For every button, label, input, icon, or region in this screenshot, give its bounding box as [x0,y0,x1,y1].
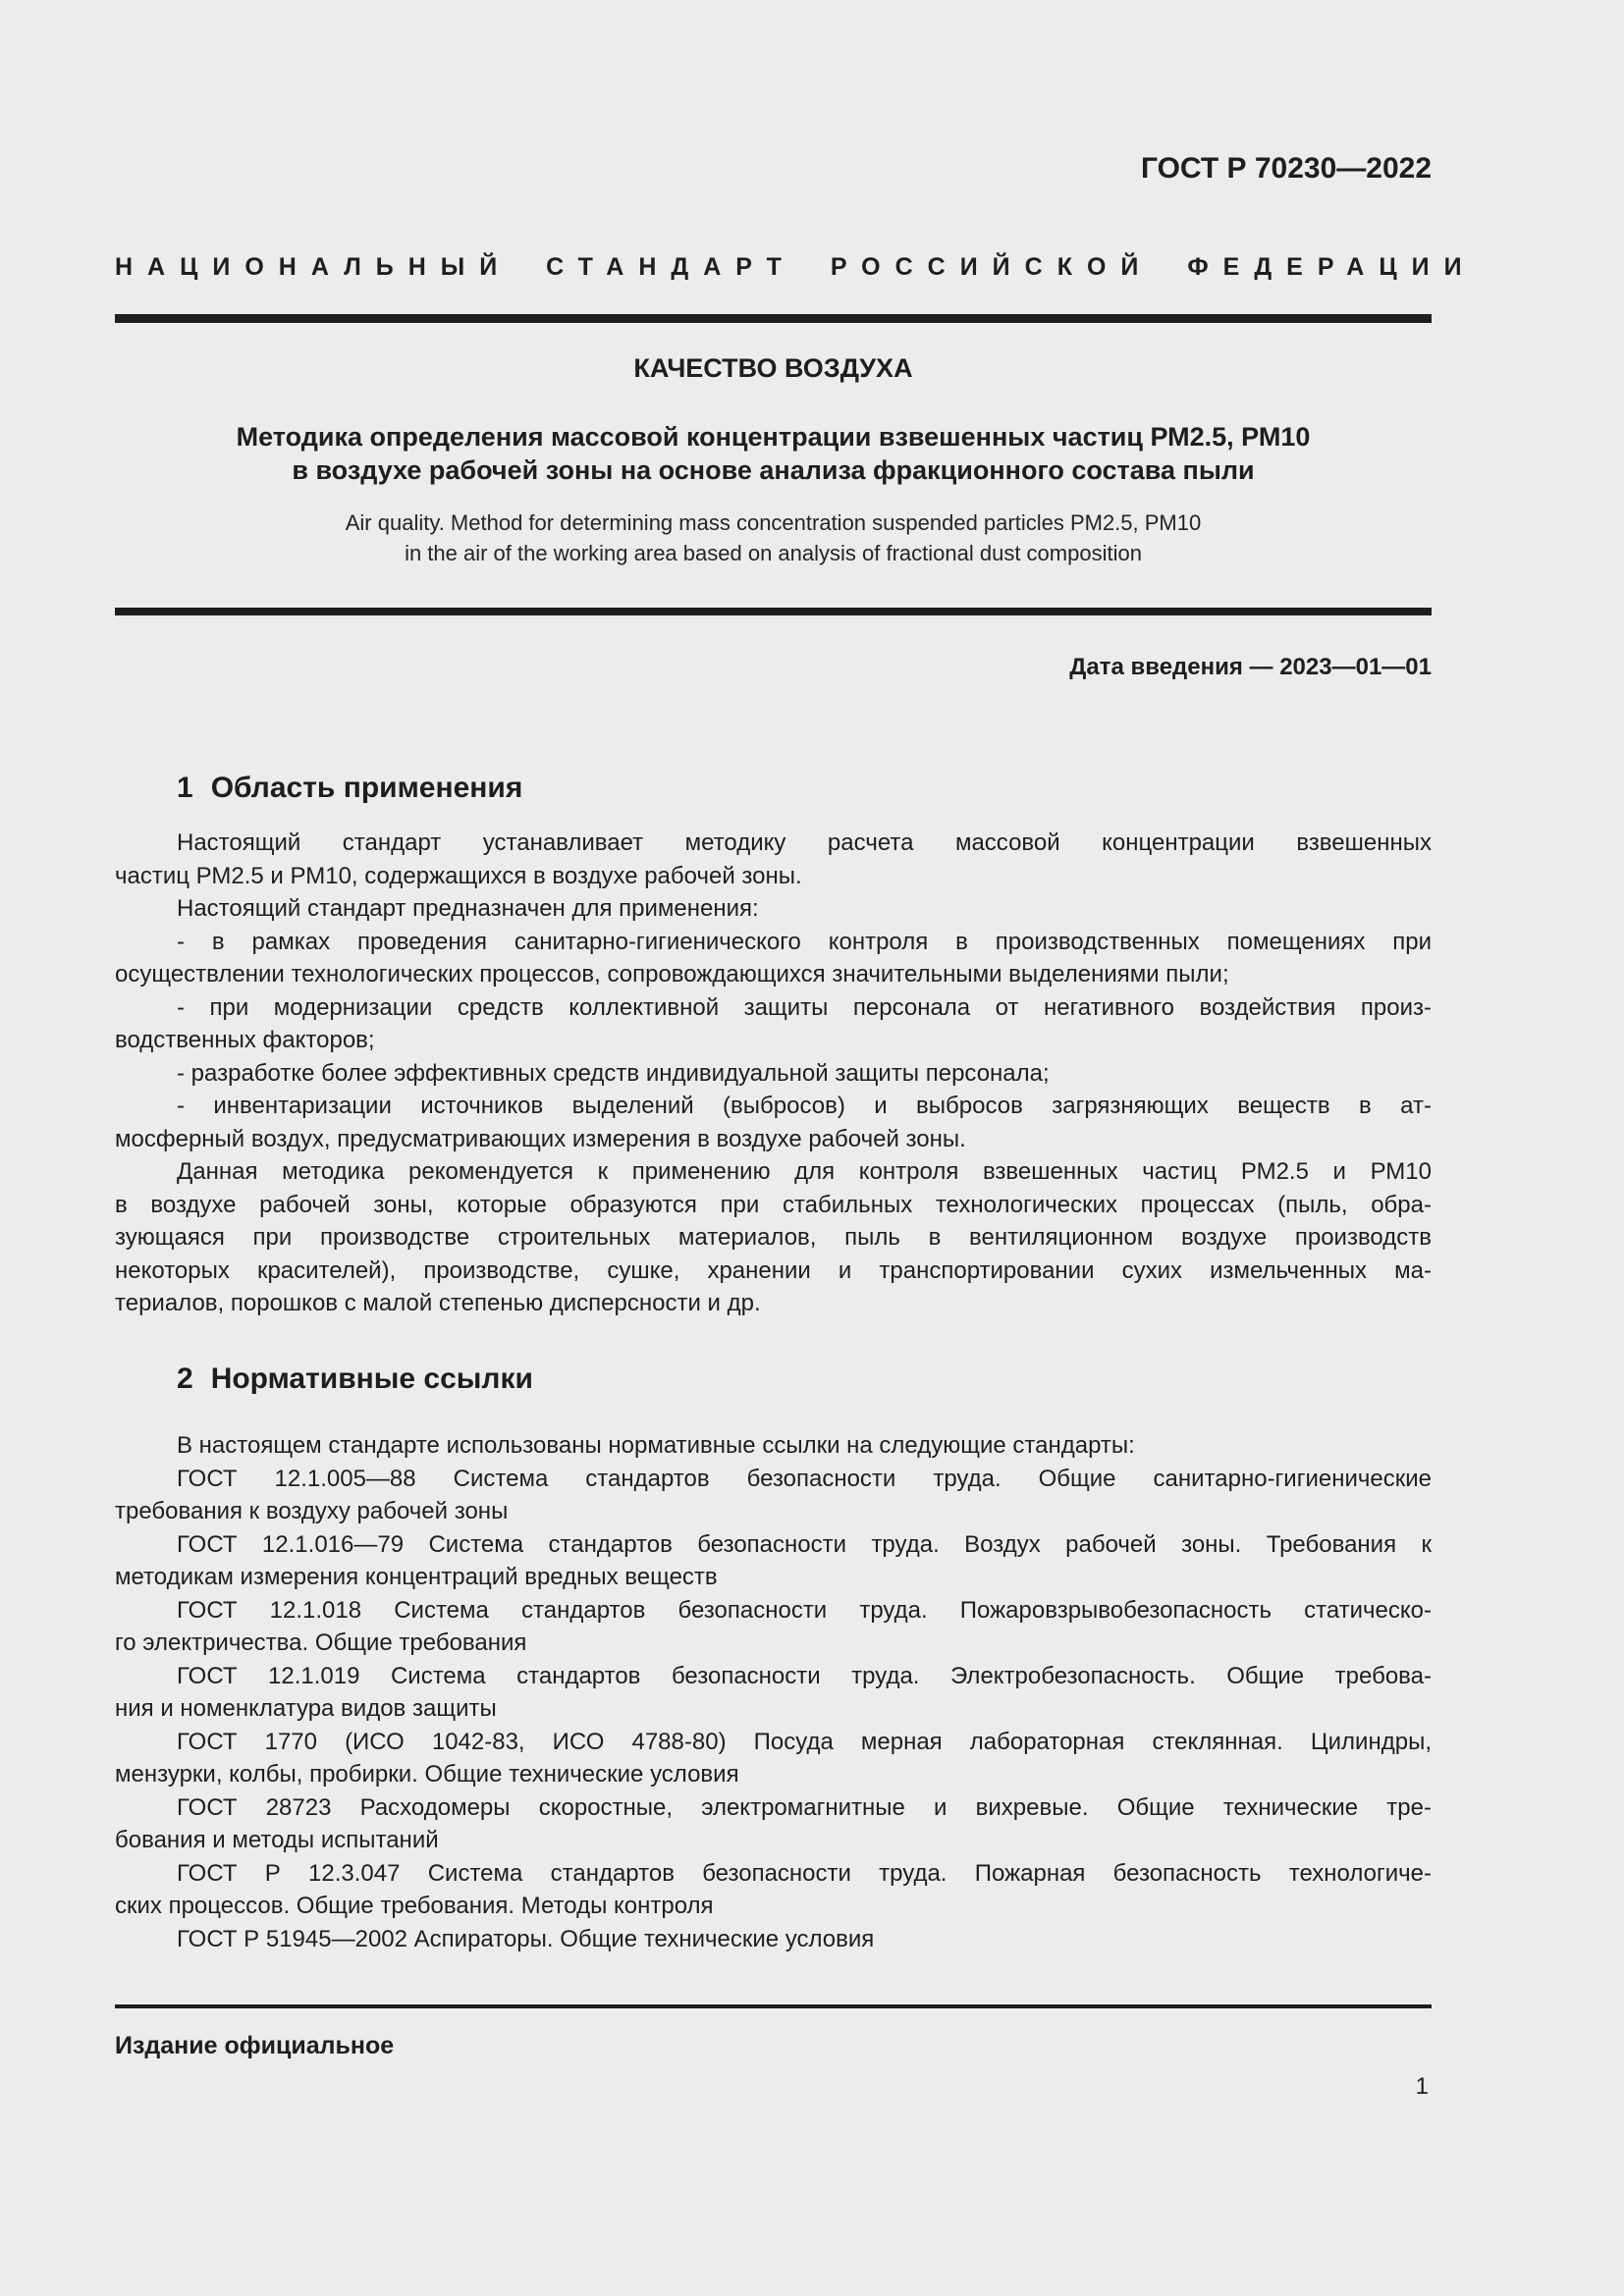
official-edition-note: Издание официальное [115,2032,395,2059]
doc-code: ГОСТ Р 70230—2022 [1140,152,1432,185]
text-line: требования к воздуху рабочей зоны [115,1498,509,1524]
header-rule [115,314,1432,323]
text-line: Данная методика рекомендуется к применению для контроля взвешенных частиц РМ2.5 и РМ10 [177,1158,1432,1185]
title-russian [115,420,1432,487]
text-line: ГОСТ 12.1.019 Система стандартов безопасности труда. Электробезопасность. Общие требова- [177,1662,1432,1689]
text-line: методикам измерения концентраций вредных веществ [115,1564,718,1590]
section-1-number: 1 [177,772,193,804]
text-line: мосферный воздух, предусматривающих измерения в воздухе рабочей зоны. [115,1125,966,1152]
text-line: Настоящий стандарт предназначен для применения: [177,895,759,922]
title-rule [115,608,1432,615]
section-2-body [115,1429,1432,1955]
text-line: бования и методы испытаний [115,1827,439,1853]
text-line: водственных факторов; [115,1027,375,1053]
effective-date: Дата введения — 2023—01—01 [1069,654,1432,680]
title-russian-line2: в воздухе рабочей зоны на основе анализа фракционного состава пыли [292,455,1255,485]
text-line: ГОСТ Р 12.3.047 Система стандартов безопасности труда. Пожарная безопасность технологиче- [177,1859,1432,1887]
section-2-heading [177,1362,533,1396]
section-1-title: Область применения [210,772,523,804]
text-line: ГОСТ Р 51945—2002 Аспираторы. Общие технические условия [177,1925,875,1952]
text-line: - разработке более эффективных средств индивидуальной защиты персонала; [177,1059,1050,1087]
text-line: некоторых красителей), производстве, сушке, хранении и транспортировании сухих измельченных ма- [115,1256,1432,1284]
page-number: 1 [1415,2073,1429,2100]
text-line: зующаяся при производстве строительных материалов, пыль в вентиляционном воздухе производств [115,1224,1432,1251]
text-line: ГОСТ 12.1.018 Система стандартов безопасности труда. Пожаровзрывобезопасность статическо- [177,1596,1432,1624]
standard-banner: НАЦИОНАЛЬНЫЙ СТАНДАРТ РОССИЙСКОЙ ФЕДЕРАЦИИ [115,253,1477,281]
section-1-heading [177,772,522,805]
text-line: - в рамках проведения санитарно-гигиенического контроля в производственных помещениях при [177,928,1432,955]
section-2-title: Нормативные ссылки [210,1362,533,1395]
text-line: в воздухе рабочей зоны, которые образуются при стабильных технологических процессах (пыль, обра- [115,1191,1432,1218]
title-russian-line1: Методика определения массовой концентрации взвешенных частиц РМ2.5, РМ10 [236,422,1311,452]
footer-rule [115,2004,1432,2008]
text-line: териалов, порошков с малой степенью дисперсности и др. [115,1290,761,1316]
text-line: частиц РМ2.5 и РМ10, содержащихся в воздухе рабочей зоны. [115,862,802,889]
text-line: ния и номенклатура видов защиты [115,1695,497,1722]
title-english [115,507,1432,568]
section-2-number: 2 [177,1362,193,1395]
subject-title: КАЧЕСТВО ВОЗДУХА [633,353,913,383]
text-line: осуществлении технологических процессов, сопровождающихся значительными выделениями пыли; [115,961,1229,988]
text-line: В настоящем стандарте использованы нормативные ссылки на следующие стандарты: [177,1432,1135,1459]
section-1-body [115,827,1432,1320]
text-line: ГОСТ 12.1.005—88 Система стандартов безопасности труда. Общие санитарно-гигиенические [177,1465,1432,1492]
text-line: мензурки, колбы, пробирки. Общие технические условия [115,1761,739,1788]
text-line: ских процессов. Общие требования. Методы контроля [115,1893,714,1919]
text-line: ГОСТ 28723 Расходомеры скоростные, электромагнитные и вихревые. Общие технические тре- [177,1793,1432,1821]
text-line: ГОСТ 1770 (ИСО 1042-83, ИСО 4788-80) Посуда мерная лабораторная стеклянная. Цилиндры, [177,1728,1432,1755]
text-line: - при модернизации средств коллективной защиты персонала от негативного воздействия произ- [177,993,1432,1021]
title-english-line2: in the air of the working area based on analysis of fractional dust composition [405,541,1142,565]
text-line: - инвентаризации источников выделений (выбросов) и выбросов загрязняющих веществ в ат- [177,1093,1432,1119]
text-line: го электричества. Общие требования [115,1629,527,1656]
title-english-line1: Air quality. Method for determining mass concentration suspended particles PM2.5, PM10 [345,510,1202,535]
text-line: ГОСТ 12.1.016—79 Система стандартов безопасности труда. Воздух рабочей зоны. Требования к [177,1530,1432,1558]
text-line: Настоящий стандарт устанавливает методику расчета массовой концентрации взвешенных [177,829,1432,856]
